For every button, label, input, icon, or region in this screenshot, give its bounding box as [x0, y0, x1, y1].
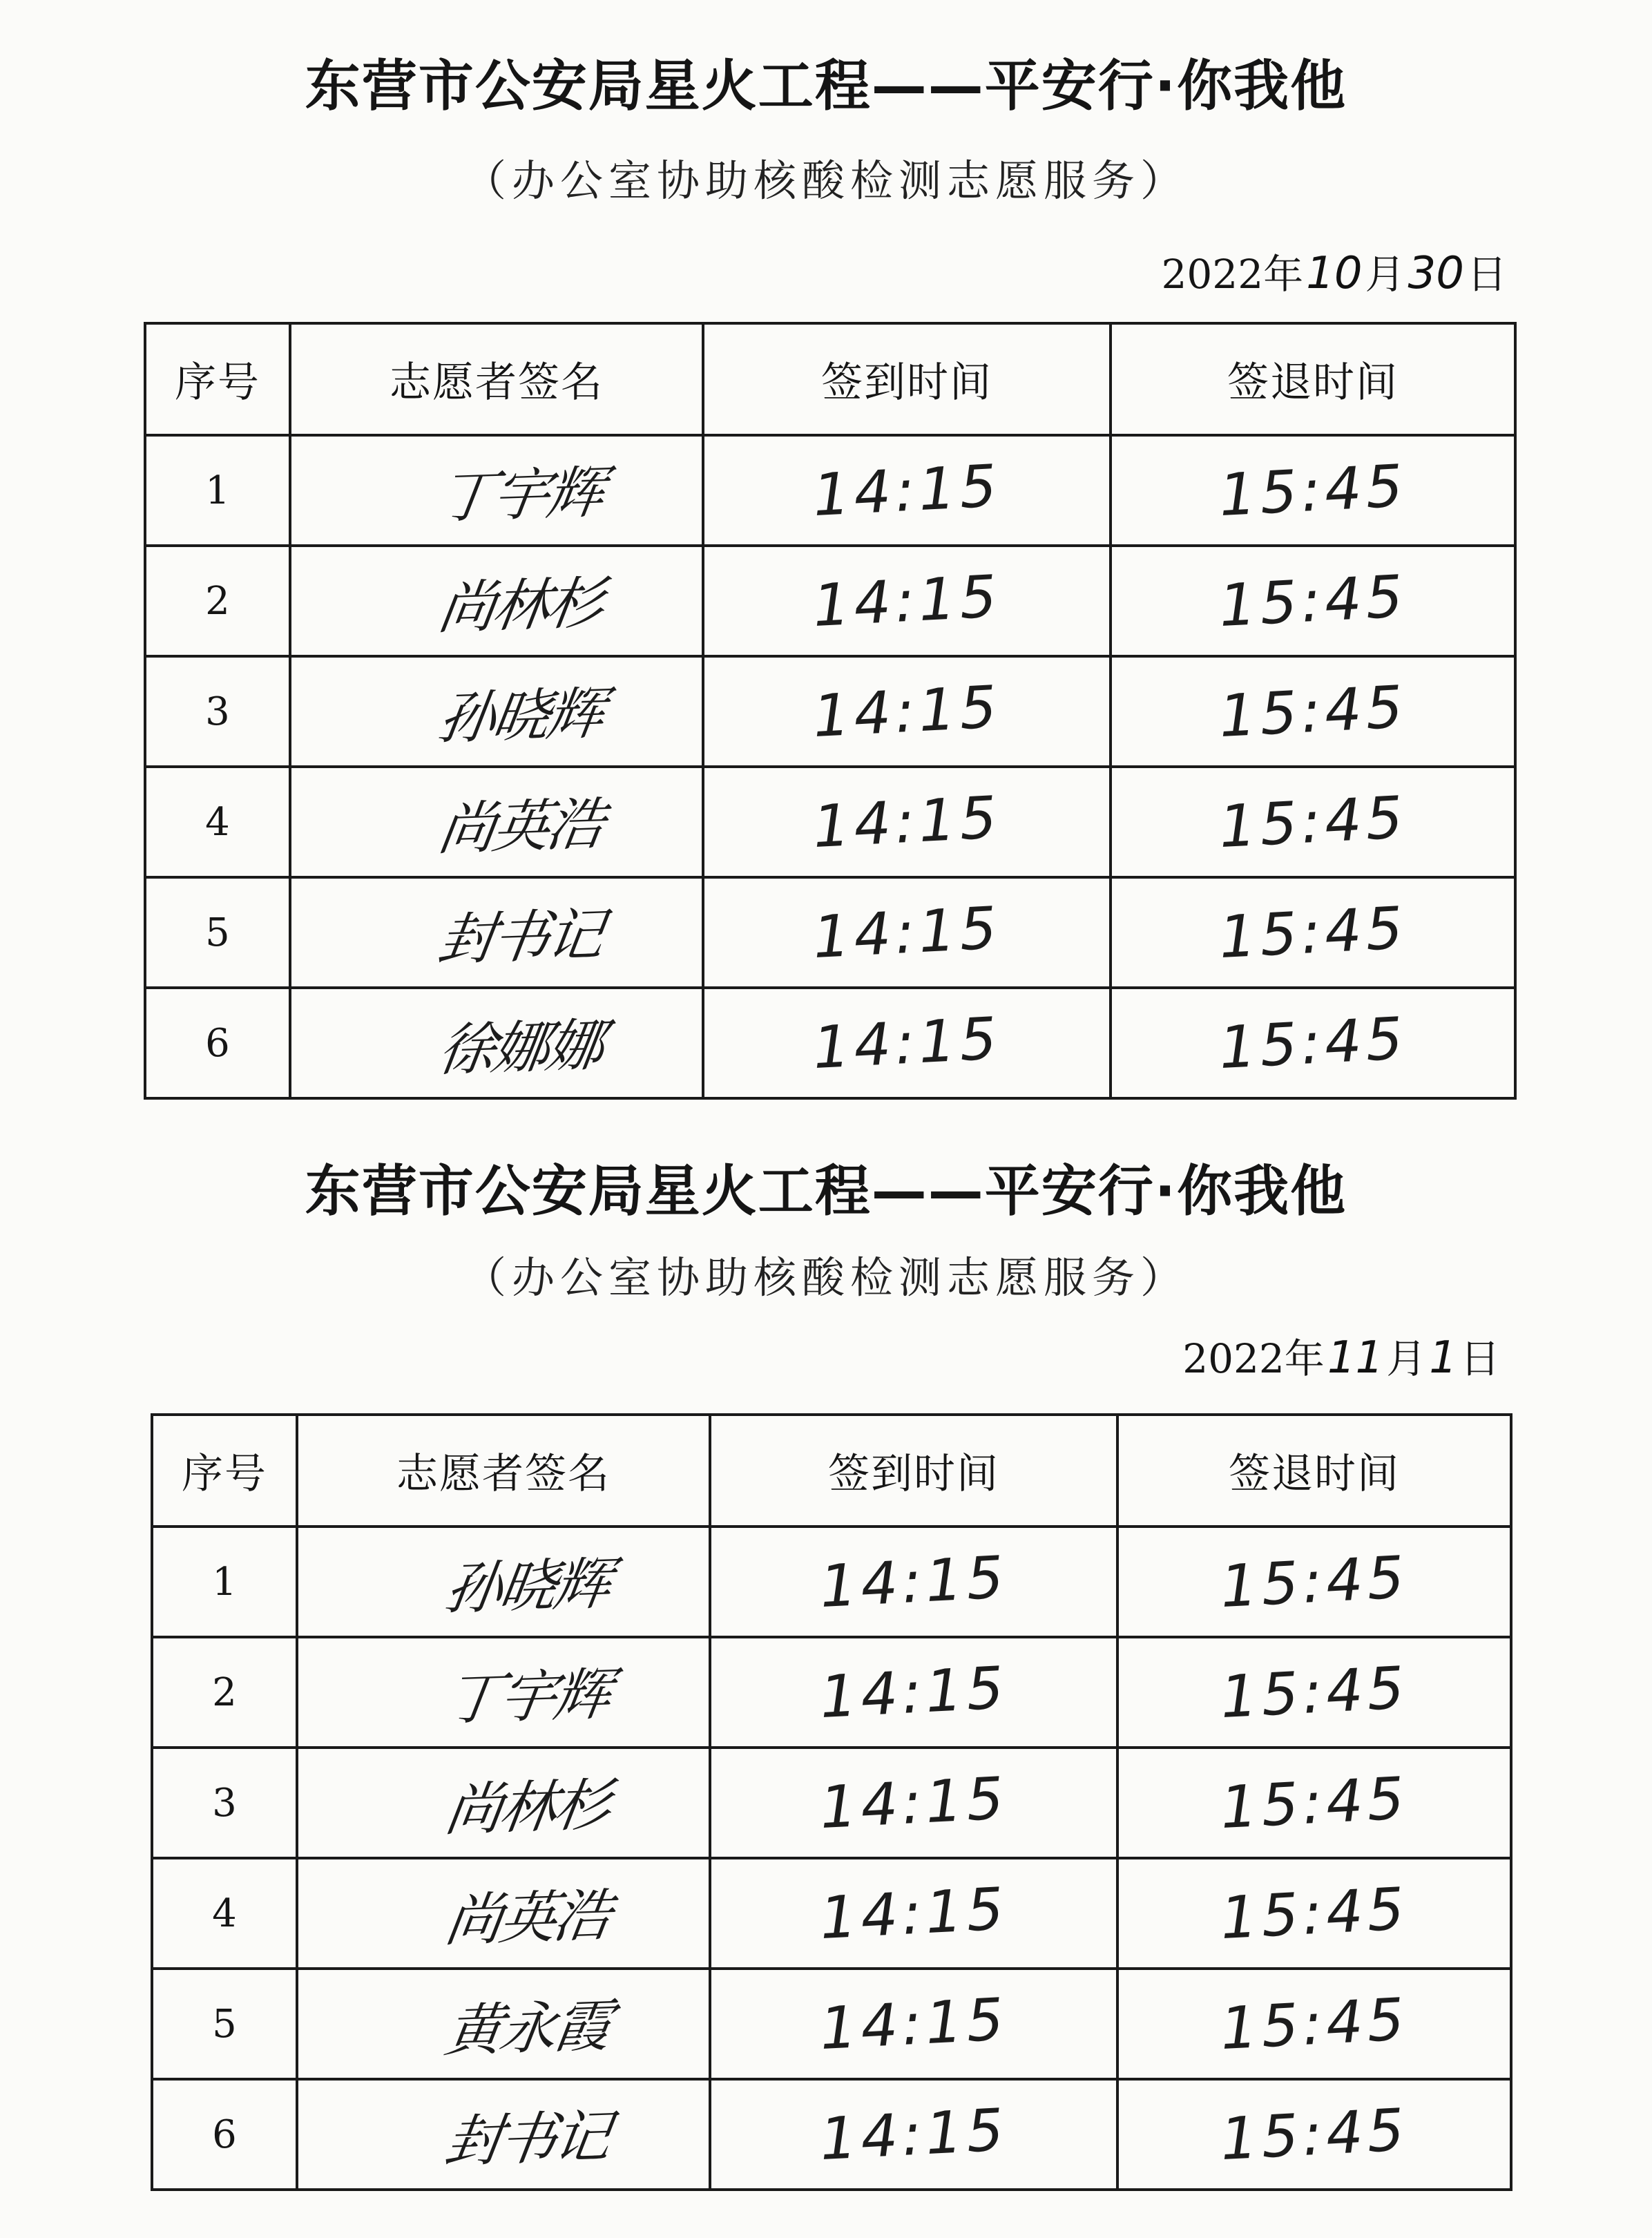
date-month-unit: 月	[1386, 1335, 1427, 1382]
date-month-unit: 月	[1365, 251, 1405, 298]
table-header-row	[152, 1415, 1511, 1527]
date-day: 1	[1429, 1332, 1457, 1384]
date-month: 11	[1327, 1332, 1384, 1384]
table-row	[145, 435, 1515, 546]
sheet-subtitle: （办公室协助核酸检测志愿服务）	[463, 1252, 1189, 1303]
table-row	[145, 877, 1515, 988]
sign-in-time: 14:15	[710, 1969, 1117, 2079]
sign-in-time: 14:15	[710, 1748, 1117, 1858]
volunteer-signature: 尚林杉	[297, 1748, 710, 1858]
sign-in-time: 14:15	[703, 988, 1111, 1098]
sign-in-time: 14:15	[703, 656, 1111, 767]
date-day: 30	[1408, 248, 1464, 299]
sign-out-time: 15:45	[1111, 656, 1515, 767]
date-day-unit: 日	[1466, 251, 1507, 298]
row-number: 1	[145, 435, 290, 546]
sign-out-time: 15:45	[1117, 1527, 1511, 1637]
volunteer-signature: 尚英浩	[297, 1858, 710, 1969]
table-row	[152, 1748, 1511, 1858]
date-year: 2022年	[1182, 1335, 1325, 1382]
header-number: 序号	[145, 323, 290, 435]
header-sign-in-time: 签到时间	[710, 1415, 1117, 1527]
row-number: 4	[145, 767, 290, 877]
table-row	[152, 1858, 1511, 1969]
table-row	[145, 656, 1515, 767]
sign-out-time: 15:45	[1111, 767, 1515, 877]
date-day-unit: 日	[1459, 1335, 1500, 1382]
row-number: 2	[145, 546, 290, 656]
volunteer-signature: 黄永霞	[297, 1969, 710, 2079]
sign-in-time: 14:15	[703, 546, 1111, 656]
sign-in-time: 14:15	[703, 435, 1111, 546]
sheet-date	[1182, 1326, 1500, 1384]
date-month: 10	[1306, 248, 1363, 299]
sign-out-time: 15:45	[1117, 1969, 1511, 2079]
sign-out-time: 15:45	[1117, 1637, 1511, 1748]
sign-in-time: 14:15	[710, 2079, 1117, 2190]
table-row	[145, 988, 1515, 1098]
table-header-row	[145, 323, 1515, 435]
sign-out-time: 15:45	[1117, 2079, 1511, 2190]
volunteer-signature: 徐娜娜	[290, 988, 703, 1098]
header-sign-out-time: 签退时间	[1111, 323, 1515, 435]
sheet-date	[1161, 242, 1507, 300]
sign-in-time: 14:15	[710, 1858, 1117, 1969]
volunteer-table	[151, 1413, 1512, 2191]
sheet-title: 东营市公安局星火工程——平安行·你我他	[305, 1159, 1347, 1223]
sign-in-time: 14:15	[703, 767, 1111, 877]
sign-out-time: 15:45	[1117, 1858, 1511, 1969]
sheet-subtitle: （办公室协助核酸检测志愿服务）	[463, 155, 1189, 206]
volunteer-signature: 封书记	[297, 2079, 710, 2190]
row-number: 6	[145, 988, 290, 1098]
row-number: 5	[152, 1969, 297, 2079]
row-number: 5	[145, 877, 290, 988]
volunteer-table	[144, 322, 1517, 1100]
table-row	[145, 546, 1515, 656]
sign-out-time: 15:45	[1111, 435, 1515, 546]
row-number: 3	[152, 1748, 297, 1858]
sheet-title: 东营市公安局星火工程——平安行·你我他	[305, 54, 1347, 118]
sign-in-time: 14:15	[710, 1637, 1117, 1748]
table-row	[145, 767, 1515, 877]
header-sign-in-time: 签到时间	[703, 323, 1111, 435]
row-number: 2	[152, 1637, 297, 1748]
sign-out-time: 15:45	[1111, 877, 1515, 988]
table-row	[152, 1637, 1511, 1748]
table-row	[152, 1527, 1511, 1637]
table-row	[152, 2079, 1511, 2190]
header-signature: 志愿者签名	[297, 1415, 710, 1527]
volunteer-signature: 孙晓辉	[290, 656, 703, 767]
sign-out-time: 15:45	[1117, 1748, 1511, 1858]
sign-out-time: 15:45	[1111, 988, 1515, 1098]
volunteer-signature: 孙晓辉	[297, 1527, 710, 1637]
row-number: 1	[152, 1527, 297, 1637]
sign-out-time: 15:45	[1111, 546, 1515, 656]
row-number: 4	[152, 1858, 297, 1969]
row-number: 3	[145, 656, 290, 767]
date-year: 2022年	[1161, 251, 1304, 298]
header-signature: 志愿者签名	[290, 323, 703, 435]
sign-in-time: 14:15	[703, 877, 1111, 988]
volunteer-signature: 丁宇辉	[290, 435, 703, 546]
volunteer-signature: 尚林杉	[290, 546, 703, 656]
volunteer-signature: 尚英浩	[290, 767, 703, 877]
row-number: 6	[152, 2079, 297, 2190]
header-sign-out-time: 签退时间	[1117, 1415, 1511, 1527]
volunteer-signature: 封书记	[290, 877, 703, 988]
sign-in-time: 14:15	[710, 1527, 1117, 1637]
header-number: 序号	[152, 1415, 297, 1527]
table-row	[152, 1969, 1511, 2079]
volunteer-signature: 丁宇辉	[297, 1637, 710, 1748]
